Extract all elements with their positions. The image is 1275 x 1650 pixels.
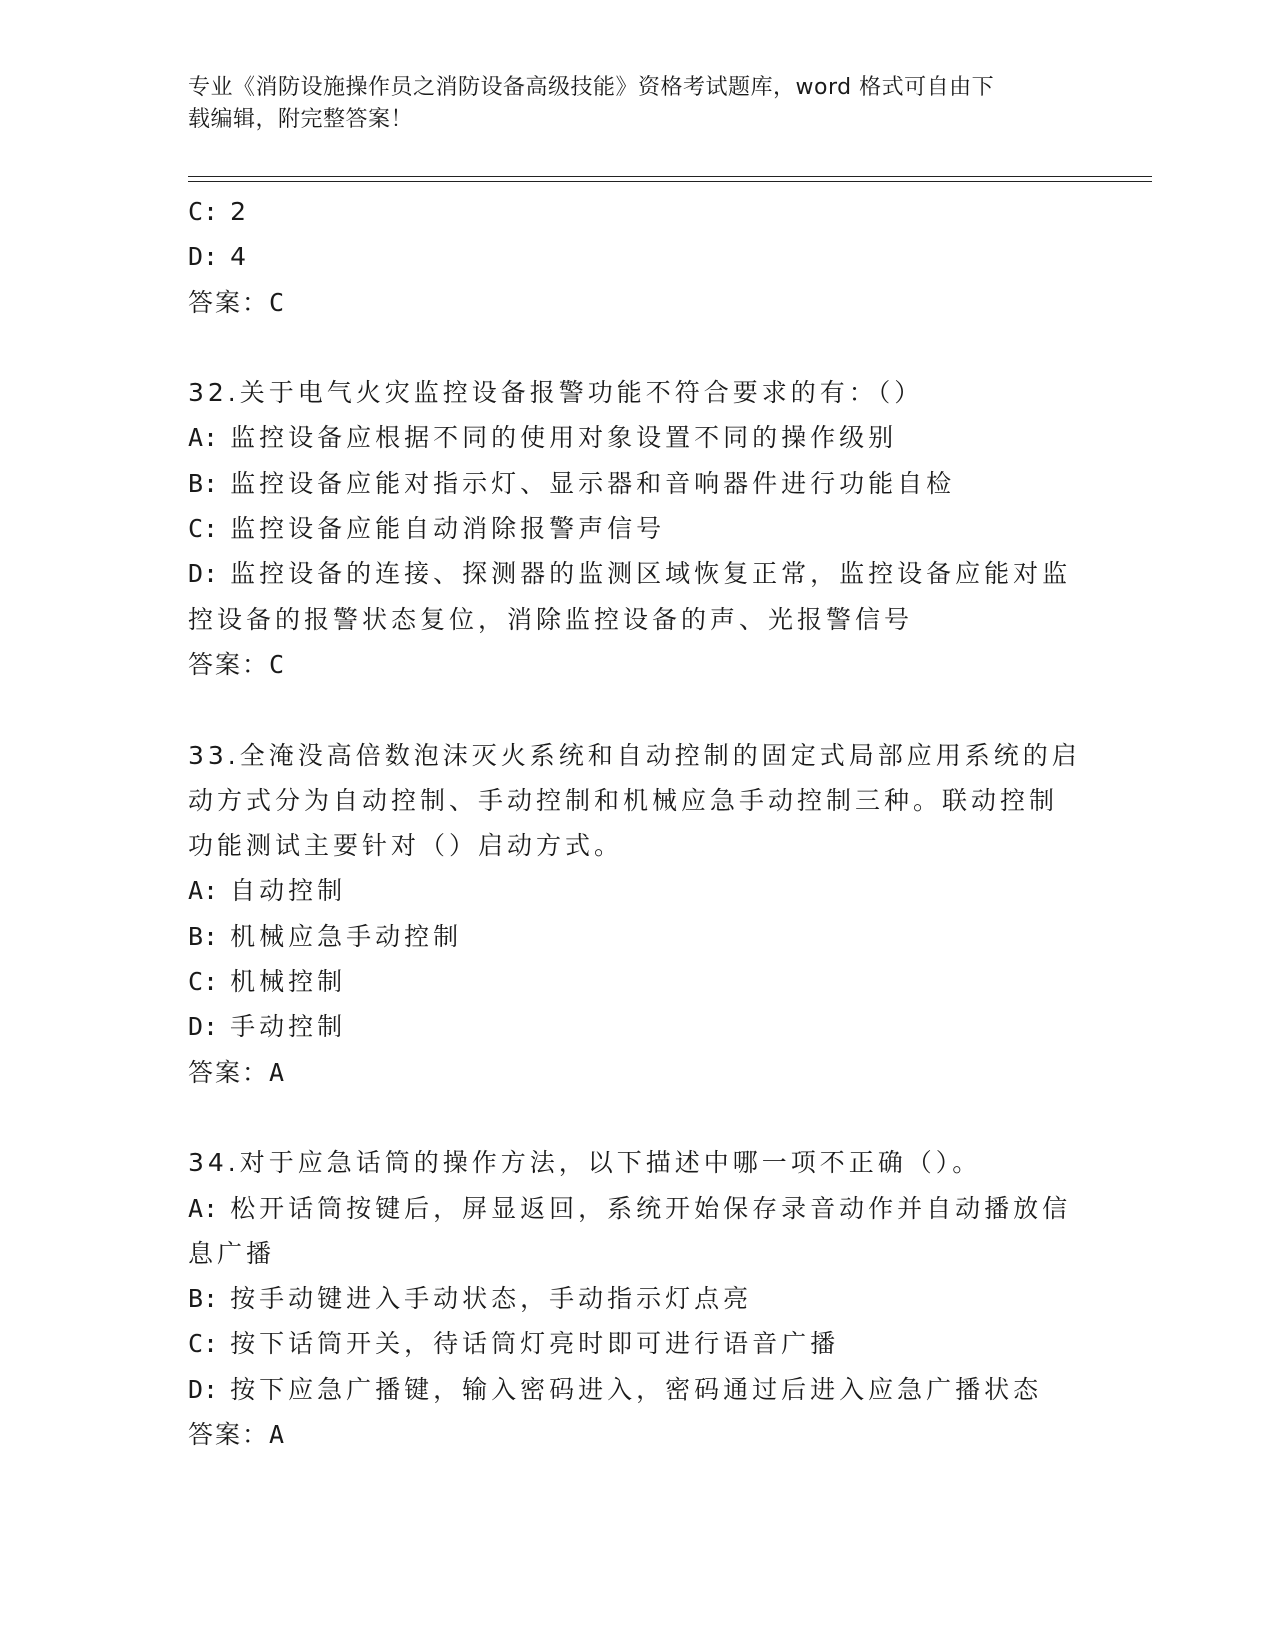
option-letter: B:: [188, 921, 219, 951]
option-letter: A:: [188, 876, 219, 906]
option-d-continuation: 控设备的报警状态复位，消除监控设备的声、光报警信号: [188, 604, 914, 634]
question-stem: 32.关于电气火灾监控设备报警功能不符合要求的有：（）: [188, 378, 924, 408]
option-text: 按下话筒开关，待话筒灯亮时即可进行语音广播: [230, 1329, 840, 1359]
question-34: [188, 1140, 1088, 1457]
question-32: [188, 370, 1088, 687]
answer-label: 答案：: [188, 287, 270, 317]
header-rule-bottom: [188, 181, 1152, 182]
option-letter: C:: [188, 514, 219, 544]
option-letter: D:: [188, 559, 219, 589]
option-letter: D:: [188, 1012, 219, 1042]
answer-label: 答案：: [188, 649, 270, 679]
option-text: 4: [230, 242, 250, 272]
answer-label: 答案：: [188, 1057, 270, 1087]
question-stem: 33.全淹没高倍数泡沫灭火系统和自动控制的固定式局部应用系统的启: [188, 740, 1081, 770]
answer-value: A: [269, 1420, 287, 1450]
question-stem-continuation: 功能测试主要针对（）启动方式。: [188, 831, 624, 861]
option-a: [188, 868, 1088, 913]
answer-label: 答案：: [188, 1420, 270, 1450]
option-letter: D:: [188, 1374, 219, 1404]
header-line-2: 载编辑，附完整答案！: [188, 107, 414, 132]
answer-value: C: [269, 649, 287, 679]
option-d: [188, 1004, 1088, 1049]
question-33: [188, 733, 1088, 1095]
spacer: [188, 325, 1088, 370]
option-text: 监控设备应根据不同的使用对象设置不同的操作级别: [230, 423, 898, 453]
answer-line: [188, 280, 1088, 325]
document-body: [188, 189, 1088, 1457]
option-text: 按手动键进入手动状态，手动指示灯点亮: [230, 1284, 753, 1314]
option-letter: B:: [188, 1284, 219, 1314]
option-b: [188, 1276, 1088, 1321]
option-c: [188, 189, 1088, 234]
option-a: [188, 415, 1088, 460]
option-c: [188, 506, 1088, 551]
option-letter: B:: [188, 468, 219, 498]
option-letter: C:: [188, 197, 219, 226]
option-d: [188, 234, 1088, 279]
option-letter: C:: [188, 967, 219, 997]
spacer: [188, 1095, 1088, 1140]
option-d: [188, 551, 1088, 596]
option-letter: C:: [188, 1329, 219, 1359]
option-letter: D:: [188, 242, 219, 272]
option-b: [188, 461, 1088, 506]
question-stem-continuation: 动方式分为自动控制、手动控制和机械应急手动控制三种。联动控制: [188, 785, 1059, 815]
option-letter: A:: [188, 423, 219, 453]
option-a-continuation: 息广播: [188, 1238, 276, 1268]
option-letter: A:: [188, 1193, 219, 1223]
option-a: [188, 1186, 1088, 1231]
spacer: [188, 687, 1088, 732]
option-text: 监控设备应能对指示灯、显示器和音响器件进行功能自检: [230, 468, 956, 498]
option-text: 2: [230, 197, 250, 226]
answer-line: [188, 1050, 1088, 1095]
option-c: [188, 1321, 1088, 1366]
header-line-1: 专业《消防设施操作员之消防设备高级技能》资格考试题库，word 格式可自由下: [188, 75, 995, 100]
document-header: [188, 72, 1068, 136]
option-text: 机械应急手动控制: [230, 921, 463, 951]
option-text: 松开话筒按键后，屏显返回，系统开始保存录音动作并自动播放信: [230, 1193, 1072, 1223]
header-rule-top: [188, 176, 1152, 177]
option-text: 机械控制: [230, 967, 347, 997]
option-d: [188, 1367, 1088, 1412]
option-text: 手动控制: [230, 1012, 347, 1042]
answer-line: [188, 1412, 1088, 1457]
option-text: 监控设备的连接、探测器的监测区域恢复正常，监控设备应能对监: [230, 559, 1072, 589]
option-text: 自动控制: [230, 876, 347, 906]
answer-line: [188, 642, 1088, 687]
option-c: [188, 959, 1088, 1004]
question-31-continuation: [188, 189, 1088, 325]
answer-value: C: [269, 287, 287, 317]
answer-value: A: [269, 1057, 287, 1087]
question-stem: 34.对于应急话筒的操作方法，以下描述中哪一项不正确（）。: [188, 1148, 982, 1178]
option-text: 监控设备应能自动消除报警声信号: [230, 514, 666, 544]
option-text: 按下应急广播键，输入密码进入，密码通过后进入应急广播状态: [230, 1374, 1043, 1404]
option-b: [188, 914, 1088, 959]
